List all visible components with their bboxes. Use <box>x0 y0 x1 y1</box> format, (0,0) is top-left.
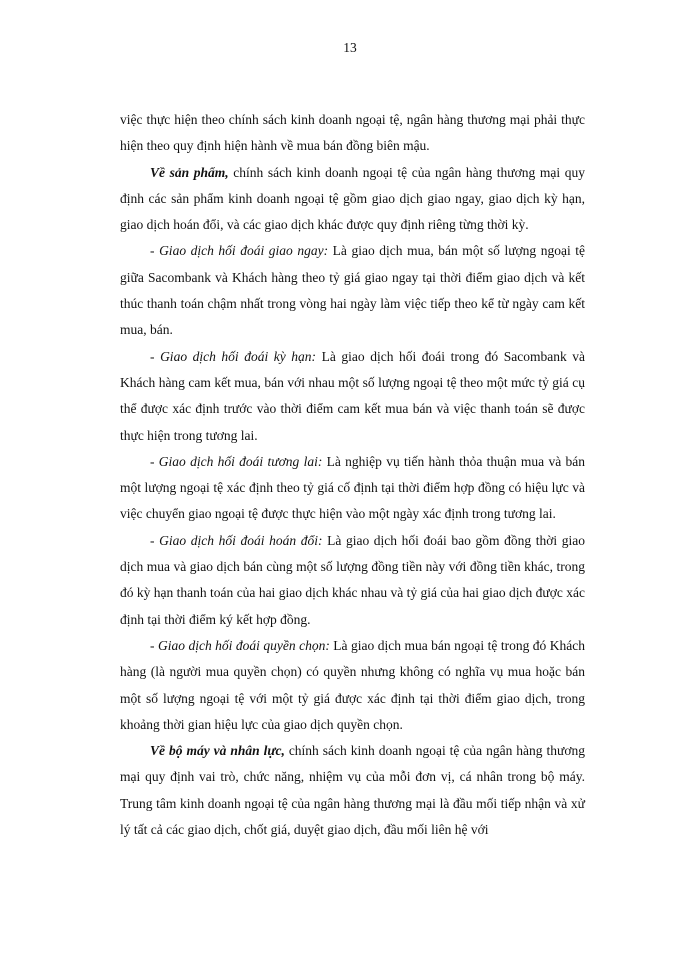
paragraph-text: Là nghiệp vụ tiến hành thỏa thuận mua và bán một lượng ngoại tệ xác định theo tỷ giá cố định tại thời điểm hợp đồng có hiệu lực và việc chuyển giao ngoại tệ được thực hiện vào một ngày xác định trong tương lai. <box>120 453 585 522</box>
paragraph-text: chính sách kinh doanh ngoại tệ của ngân hàng thương mại quy định các sản phẩm kinh doanh ngoại tệ gồm giao dịch giao ngay, giao dịch kỳ hạn, giao dịch hoán đổi, và các giao dịch khác được quy định riêng từng thời kỳ. <box>120 164 585 233</box>
paragraph-spot-transaction <box>120 238 585 343</box>
list-dash: - <box>150 243 160 259</box>
term-futures-transaction: Giao dịch hối đoái tương lai: <box>158 453 323 469</box>
paragraph-swap-transaction <box>120 528 585 633</box>
document-body <box>120 107 585 843</box>
section-heading-products: Về sản phẩm, <box>150 164 229 180</box>
page-number: 13 <box>343 40 357 55</box>
paragraph-text: Là giao dịch hối đoái trong đó Sacombank và Khách hàng cam kết mua, bán với nhau một số lượng ngoại tệ theo một mức tỷ giá cụ thể được xác định trước vào thời điểm cam kết mua bán và việc thanh toán sẽ được thực hiện trong tương lai. <box>120 348 585 443</box>
paragraph-text: việc thực hiện theo chính sách kinh doanh ngoại tệ, ngân hàng thương mại phải thực hiện theo quy định hiện hành về mua bán đồng biên mậu. <box>120 112 585 154</box>
list-dash: - <box>150 637 158 653</box>
paragraph-continuation <box>120 107 585 160</box>
term-option-transaction: Giao dịch hối đoái quyền chọn: <box>157 637 330 653</box>
term-swap-transaction: Giao dịch hối đoái hoán đổi: <box>159 532 323 548</box>
list-dash: - <box>150 453 159 469</box>
paragraph-organization <box>120 738 585 843</box>
paragraph-forward-transaction <box>120 344 585 449</box>
paragraph-text: Là giao dịch mua bán ngoại tệ trong đó Khách hàng (là người mua quyền chọn) có quyền nhưng không có nghĩa vụ mua hoặc bán một số lượng ngoại tệ với một tỷ giá được xác định tại thời điểm giao dịch, trong khoảng thời gian hiệu lực của giao dịch quyền chọn. <box>120 637 585 732</box>
section-heading-organization: Về bộ máy và nhân lực, <box>150 743 285 759</box>
term-spot-transaction: Giao dịch hối đoái giao ngay: <box>159 243 329 259</box>
paragraph-text: chính sách kinh doanh ngoại tệ của ngân hàng thương mại quy định vai trò, chức năng, nhiệm vụ của mỗi đơn vị, cá nhân trong bộ máy. Trung tâm kinh doanh ngoại tệ của ngân hàng thương mại là đầu mối tiếp nhận và xử lý tất cả các giao dịch, chốt giá, duyệt giao dịch, đầu mối liên hệ với <box>120 743 585 838</box>
paragraph-products <box>120 160 585 239</box>
list-dash: - <box>150 348 161 364</box>
paragraph-text: Là giao dịch hối đoái bao gồm đồng thời giao dịch mua và giao dịch bán cùng một số lượng đồng tiền này với đồng tiền khác, trong đó kỳ hạn thanh toán của hai giao dịch khác nhau và tỷ giá của hai giao dịch được xác định tại thời điểm ký kết hợp đồng. <box>120 532 586 627</box>
paragraph-option-transaction <box>120 633 585 738</box>
term-forward-transaction: Giao dịch hối đoái kỳ hạn: <box>160 348 317 364</box>
paragraph-futures-transaction <box>120 449 585 528</box>
paragraph-text: Là giao dịch mua, bán một số lượng ngoại tệ giữa Sacombank và Khách hàng theo tỷ giá giao ngay tại thời điểm giao dịch và kết thúc thanh toán chậm nhất trong vòng hai ngày làm việc tiếp theo kể từ ngày cam kết mua, bán. <box>120 243 586 338</box>
list-dash: - <box>150 532 160 548</box>
